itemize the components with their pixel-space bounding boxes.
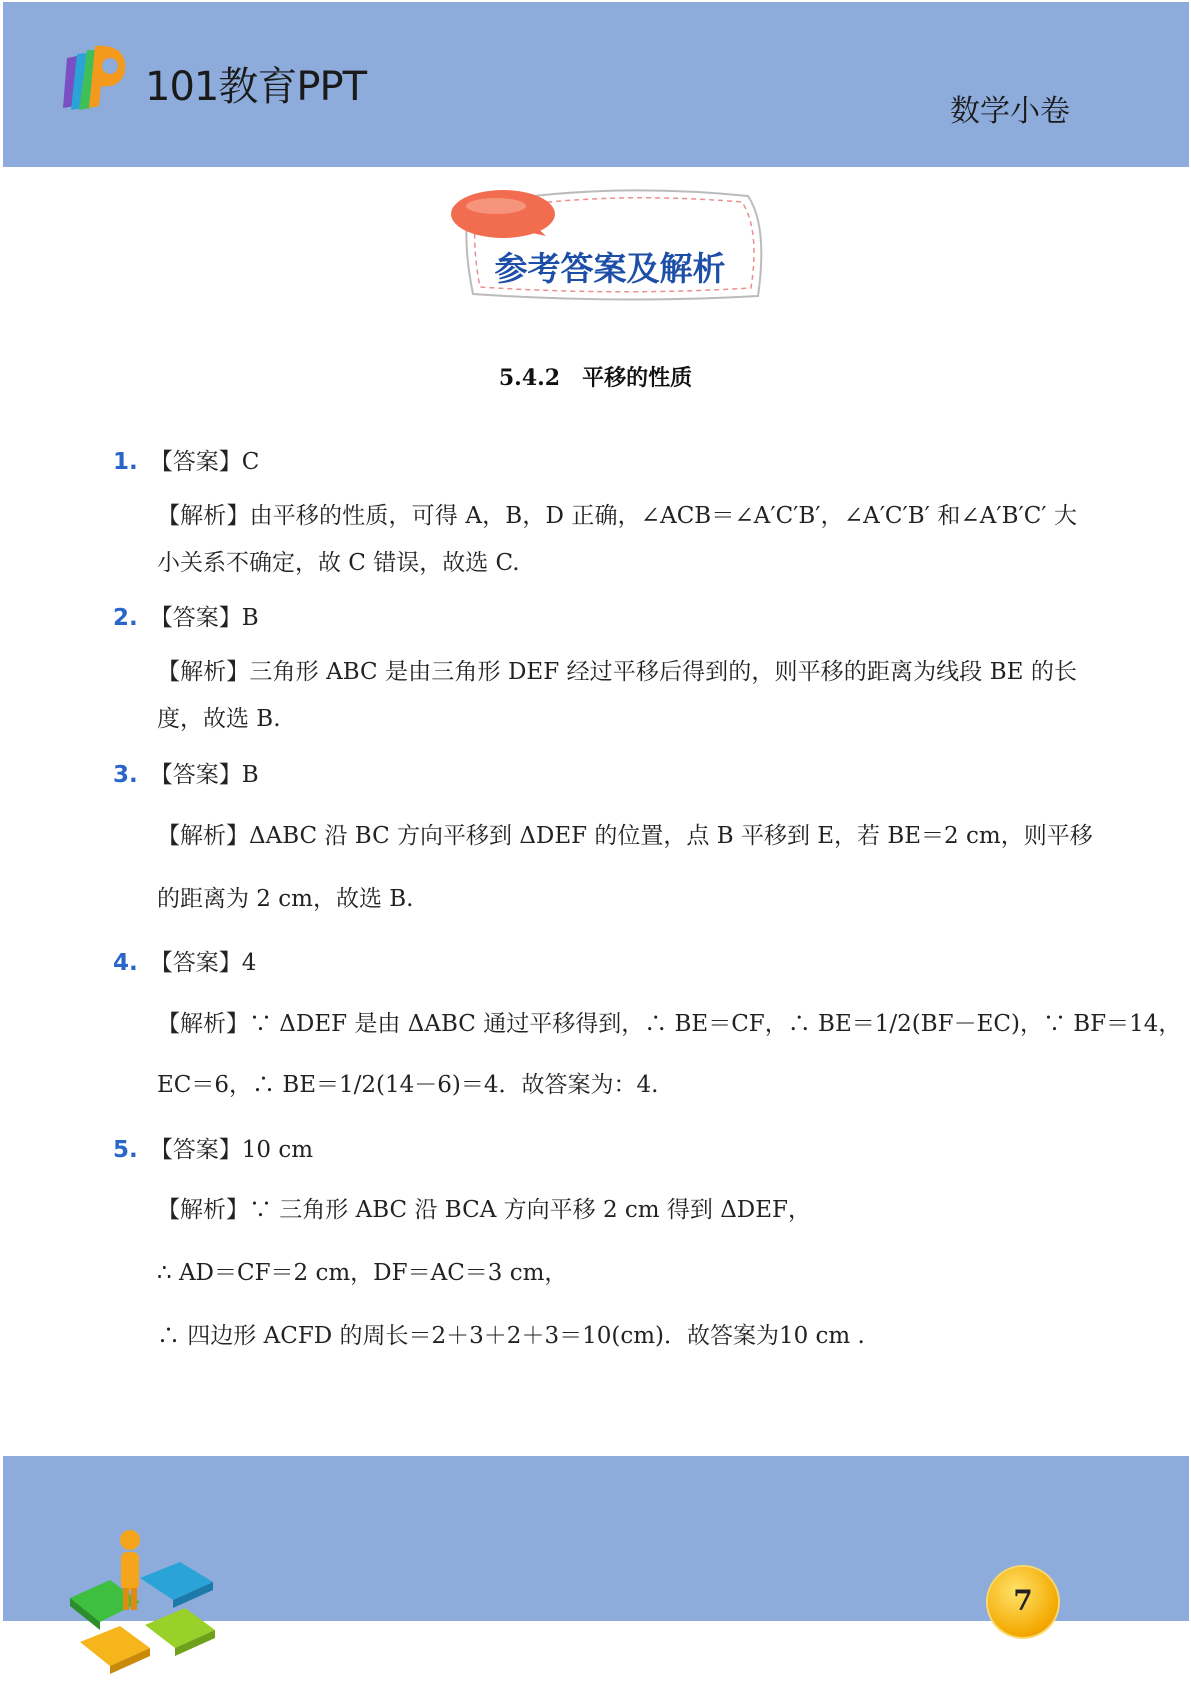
answer-text: 【答案】B (149, 605, 259, 631)
question-number: 4. (113, 950, 138, 976)
question-number: 2. (113, 605, 138, 631)
explanation-line: 小关系不确定，故 C 错误，故选 C. (157, 550, 520, 576)
question-3 (113, 756, 259, 789)
section-title: 5.4.2 平移的性质 (498, 365, 693, 391)
explanation-line: 【解析】ΔABC 沿 BC 方向平移到 ΔDEF 的位置，点 B 平移到 E，若 BE＝2 cm，则平移 (157, 823, 1093, 849)
answer-text: 【答案】B (149, 762, 259, 788)
question-number: 5. (113, 1137, 138, 1163)
explanation-line: 【解析】∵ 三角形 ABC 沿 BCA 方向平移 2 cm 得到 ΔDEF， (157, 1197, 811, 1223)
explanation-line: 度，故选 B. (157, 706, 281, 732)
document-type: 数学小卷 (950, 94, 1070, 129)
question-number: 3. (113, 762, 138, 788)
question-number: 1. (113, 449, 138, 475)
banner-title: 参考答案及解析 (494, 249, 726, 288)
brand-logo-icon (55, 38, 135, 118)
page-number-badge (988, 1567, 1058, 1637)
page-number: 7 (1013, 1584, 1033, 1617)
brand-name: 101教育PPT (145, 64, 367, 110)
question-1 (113, 443, 259, 476)
question-5 (113, 1131, 313, 1164)
explanation-line: 【解析】∵ ΔDEF 是由 ΔABC 通过平移得到，∴ BE＝CF，∴ BE＝1/2(BF－EC)，∵ BF＝14， (157, 1011, 1182, 1037)
explanation-line: 【解析】由平移的性质，可得 A，B，D 正确，∠ACB＝∠A′C′B′，∠A′C′B′ 和∠A′B′C′ 大 (157, 503, 1077, 529)
question-4 (113, 944, 256, 977)
question-2 (113, 599, 259, 632)
explanation-line: ∴ 四边形 ACFD 的周长＝2＋3＋2＋3＝10(cm)．故答案为10 cm . (157, 1323, 865, 1349)
answer-text: 【答案】C (149, 449, 260, 475)
answer-text: 【答案】4 (149, 950, 257, 976)
explanation-line: ∴ AD＝CF＝2 cm，DF＝AC＝3 cm， (157, 1260, 568, 1286)
puzzle-person-icon (65, 1530, 225, 1675)
explanation-line: 【解析】三角形 ABC 是由三角形 DEF 经过平移后得到的，则平移的距离为线段 BE 的长 (157, 659, 1077, 685)
explanation-line: 的距离为 2 cm，故选 B. (157, 886, 414, 912)
explanation-line: EC＝6，∴ BE＝1/2(14－6)＝4．故答案为：4. (157, 1072, 659, 1098)
answer-text: 【答案】10 cm (149, 1137, 314, 1163)
